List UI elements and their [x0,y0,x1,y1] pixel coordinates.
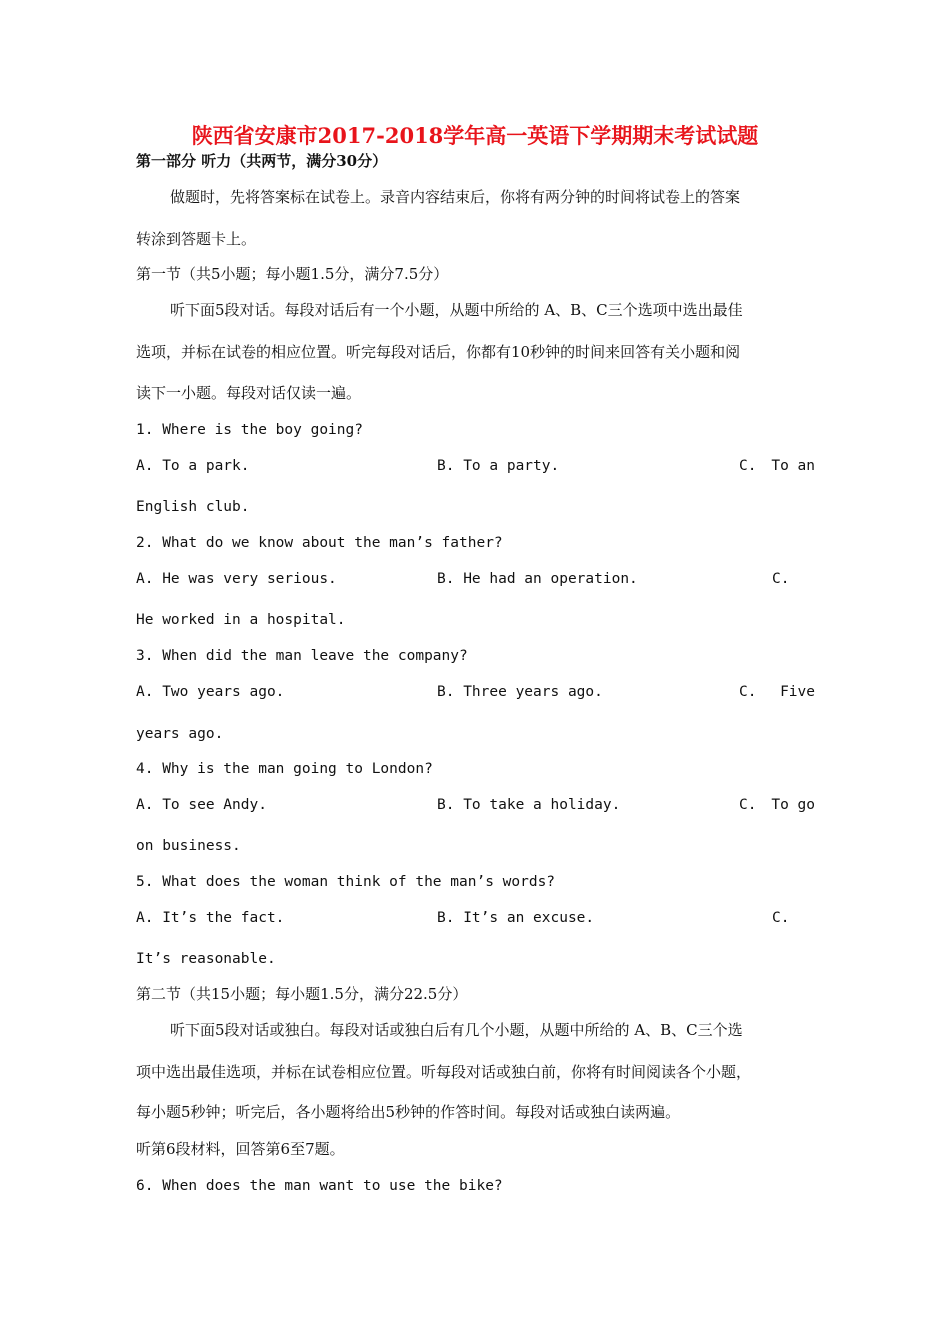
question-1-option-a: A. To a park. [136,458,250,474]
section2-material-note: 听第6段材料，回答第6至7题。 [136,1140,345,1158]
option-c-text-start: To go [771,797,815,813]
question-1-option-b: B. To a party. [437,458,560,474]
part1-instructions-line2: 转涂到答题卡上。 [136,230,257,248]
option-c-label: C. [739,458,757,474]
question-5-option-c-continued: It’s reasonable. [136,951,276,967]
question-5-option-c-label: C. [772,910,790,926]
question-3-option-c [739,682,815,702]
question-4-stem: 4. Why is the man going to London? [136,761,433,777]
question-6-stem: 6. When does the man want to use the bike? [136,1178,503,1194]
part1-instructions-line1: 做题时，先将答案标在试卷上。录音内容结束后，你将有两分钟的时间将试卷上的答案 [170,188,741,206]
option-c-text-start: To an [771,458,815,474]
section2-heading: 第二节（共15小题；每小题1.5分，满分22.5分） [136,985,468,1003]
question-5-stem: 5. What does the woman think of the man’s words? [136,874,556,890]
question-3-stem: 3. When did the man leave the company? [136,648,468,664]
question-4-option-c [739,795,815,815]
question-2-stem: 2. What do we know about the man’s father? [136,535,503,551]
question-2-option-c-label: C. [772,571,790,587]
section2-instructions-line3: 每小题5秒钟；听完后，各小题将给出5秒钟的作答时间。每段对话或独白读两遍。 [136,1103,681,1121]
question-1-option-c [739,456,815,476]
question-5-option-a: A. It’s the fact. [136,910,285,926]
question-4-option-b: B. To take a holiday. [437,797,621,813]
question-1-stem: 1. Where is the boy going? [136,422,363,438]
part1-heading: 第一部分 听力（共两节，满分30分） [136,152,388,170]
question-2-option-c-continued: He worked in a hospital. [136,612,346,628]
section1-instructions-line2: 选项，并标在试卷的相应位置。听完每段对话后，你都有10秒钟的时间来回答有关小题和阅 [136,343,741,361]
option-c-label: C. [739,797,757,813]
section1-instructions-line1: 听下面5段对话。每段对话后有一个小题，从题中所给的 A、B、C三个选项中选出最佳 [170,301,743,319]
question-4-option-c-continued: on business. [136,838,241,854]
question-2-option-b: B. He had an operation. [437,571,638,587]
question-3-option-c-continued: years ago. [136,726,224,742]
question-1-option-c-continued: English club. [136,499,250,515]
section1-heading: 第一节（共5小题；每小题1.5分，满分7.5分） [136,265,449,283]
section1-instructions-line3: 读下一小题。每段对话仅读一遍。 [136,384,362,402]
question-3-option-a: A. Two years ago. [136,684,285,700]
question-2-option-a: A. He was very serious. [136,571,337,587]
option-c-label: C. [739,684,757,700]
section2-instructions-line2: 项中选出最佳选项，并标在试卷相应位置。听每段对话或独白前，你将有时间阅读各个小题， [136,1063,752,1081]
question-4-option-a: A. To see Andy. [136,797,267,813]
section2-instructions-line1: 听下面5段对话或独白。每段对话或独白后有几个小题，从题中所给的 A、B、C三个选 [170,1021,743,1039]
question-3-option-b: B. Three years ago. [437,684,603,700]
exam-title: 陕西省安康市2017-2018学年高一英语下学期期末考试试题 [191,123,759,148]
option-c-text-start: Five [780,684,815,700]
question-5-option-b: B. It’s an excuse. [437,910,595,926]
